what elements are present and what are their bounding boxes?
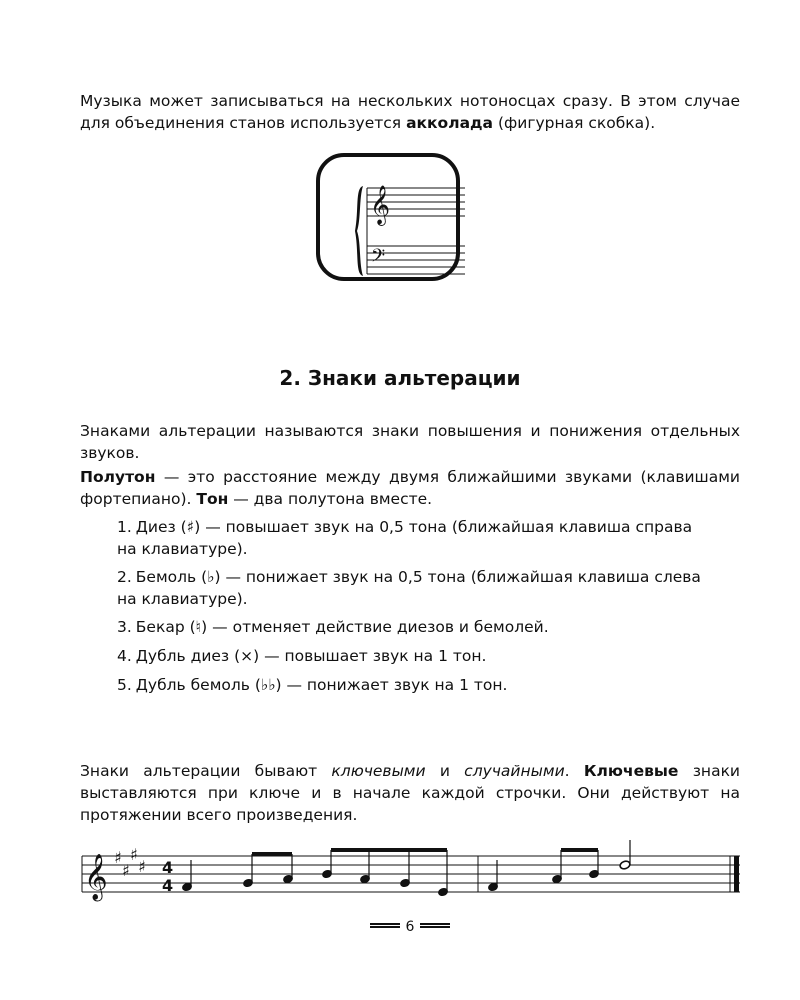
key-text-1: Знаки альтерации бывают [80,762,332,780]
sharp-icon: ♯ [130,845,138,864]
list-item-text: Бекар (♮) — отменяет действие диезов и бемолей. [135,618,549,636]
semitone-paragraph [80,466,740,510]
sharp-icon: ♯ [114,848,122,867]
definition-paragraph: Знаками альтерации называются знаки повышения и понижения отдельных звуков. [80,422,740,462]
list-item-continuation: на клавиатуре). [117,590,248,608]
accolade-illustration [315,152,465,284]
notes [182,840,631,897]
sharp-icon: ♯ [122,861,130,880]
key-text-2: и [425,762,465,780]
list-item-text: Диез (♯) — повышает звук на 0,5 тона (ближайшая клавиша справа [135,518,693,536]
key-emph-2: случайными [464,762,565,780]
list-item [117,674,717,696]
list-item-number: 4. [117,647,132,665]
note-beam [331,848,447,852]
page-number [370,917,450,937]
time-signature-top: 4 [162,858,174,877]
final-barline [734,856,739,892]
list-item [117,645,717,667]
section-title: 2. Знаки альтерации [279,366,521,390]
sharp-icon: ♯ [138,857,146,876]
page-number-ornament [370,923,400,931]
list-item-continuation: на клавиатуре). [117,540,248,558]
key-signatures-paragraph [80,760,740,826]
note-beam [561,848,598,852]
treble-clef-icon: 𝄞 [370,185,391,225]
list-item-text: Дубль диез (×) — повышает звук на 1 тон. [135,647,487,665]
key-text-4: знаки выставляются при ключе и в начале каждой строчки. Они действуют на протяжении всего произведения. [80,762,741,824]
key-term: Ключевые [583,762,679,780]
intro-text-1: Музыка может записываться на нескольких нотоносцах сразу. В этом случае для объединения станов используется [80,92,740,132]
brace-icon [355,186,363,276]
key-signature [114,845,146,880]
time-signature-bottom: 4 [162,876,174,895]
list-item-number: 2. [117,568,132,586]
page-number-ornament [420,923,450,931]
list-item-number: 3. [117,618,132,636]
tone-term: Тон [196,490,229,508]
half-note [619,860,631,870]
note-beam [252,852,292,856]
page-number-value: 6 [405,919,415,935]
bass-clef-icon: 𝄢 [371,246,386,271]
list-item-text: Дубль бемоль (♭♭) — понижает звук на 1 тон. [135,676,508,694]
list-item-text: Бемоль (♭) — понижает звук на 0,5 тона (ближайшая клавиша слева [135,568,701,586]
intro-term: акколада [406,114,494,132]
semitone-term: Полутон [80,468,156,486]
list-item [117,616,717,638]
list-item-number: 1. [117,518,132,536]
treble-clef-icon: 𝄞 [84,854,108,900]
intro-paragraph [80,90,740,134]
semitone-text-2: — два полутона вместе. [228,490,433,508]
list-item [117,566,717,610]
list-item-number: 5. [117,676,132,694]
key-emph-1: ключевыми [331,762,426,780]
intro-text-2: (фигурная скобка). [493,114,656,132]
list-item [117,516,717,560]
music-staff [80,838,742,904]
key-text-3: . [564,762,584,780]
semitone-text-1: — это расстояние между двумя ближайшими звуками (клавишами фортепиано). [80,468,740,508]
